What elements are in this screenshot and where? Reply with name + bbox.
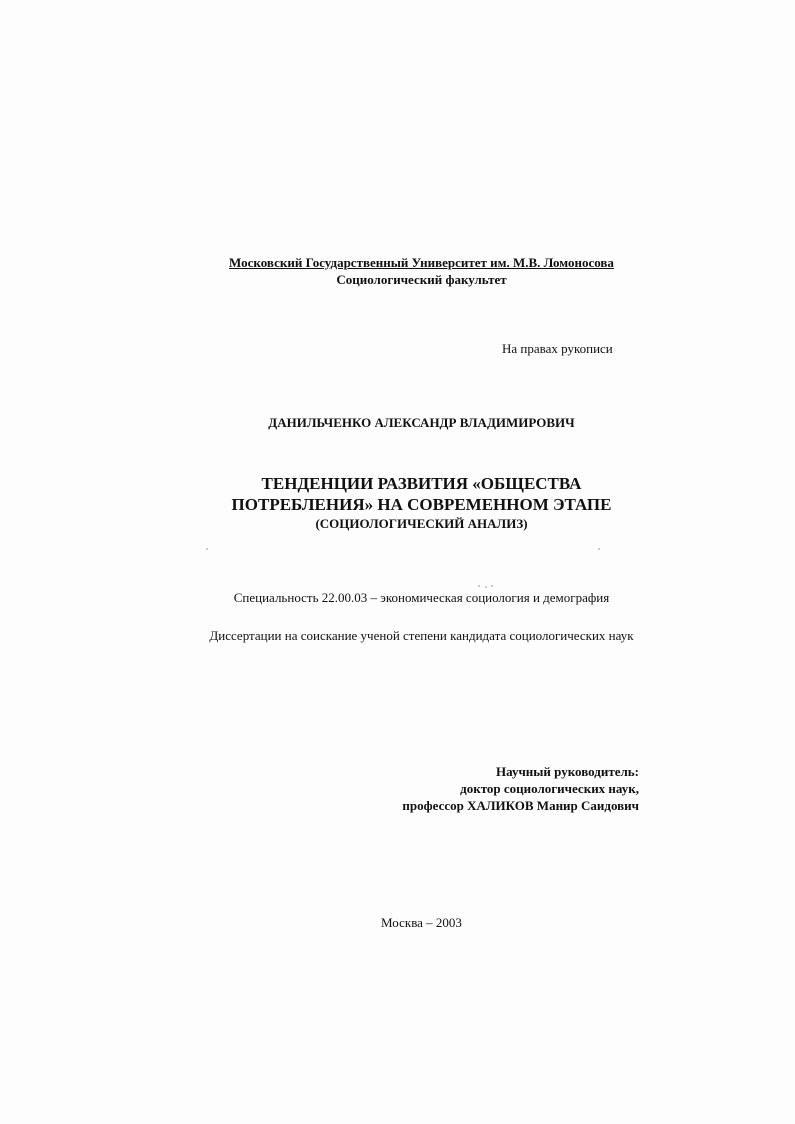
title-subtitle: (СОЦИОЛОГИЧЕСКИЙ АНАЛИЗ) <box>315 516 528 531</box>
title-line-2: ПОТРЕБЛЕНИЯ» НА СОВРЕМЕННОМ ЭТАПЕ <box>231 495 612 514</box>
dissertation-line: Диссертации на соискание ученой степени кандидата социологических наук <box>209 628 634 643</box>
faculty-name: Социологический факультет <box>336 272 507 287</box>
scan-speck <box>598 548 600 550</box>
advisor-name: профессор ХАЛИКОВ Манир Саидович <box>402 798 639 813</box>
advisor-degree: доктор социологических наук, <box>460 781 639 796</box>
university-name: Московский Государственный Университет им. М.В. Ломоносова <box>229 255 614 270</box>
advisor-block <box>402 763 639 814</box>
scan-speck <box>485 586 487 588</box>
scan-speck <box>206 548 208 550</box>
title-line-1: ТЕНДЕНЦИИ РАЗВИТИЯ «ОБЩЕСТВА <box>261 474 582 493</box>
city-year: Москва – 2003 <box>381 915 462 930</box>
scan-speck <box>491 585 493 587</box>
specialty-line: Специальность 22.00.03 – экономическая социология и демография <box>233 590 610 605</box>
advisor-label: Научный руководитель: <box>496 764 639 779</box>
scan-speck <box>478 585 480 587</box>
manuscript-note: На правах рукописи <box>502 341 613 356</box>
author-name: ДАНИЛЬЧЕНКО АЛЕКСАНДР ВЛАДИМИРОВИЧ <box>268 415 575 430</box>
